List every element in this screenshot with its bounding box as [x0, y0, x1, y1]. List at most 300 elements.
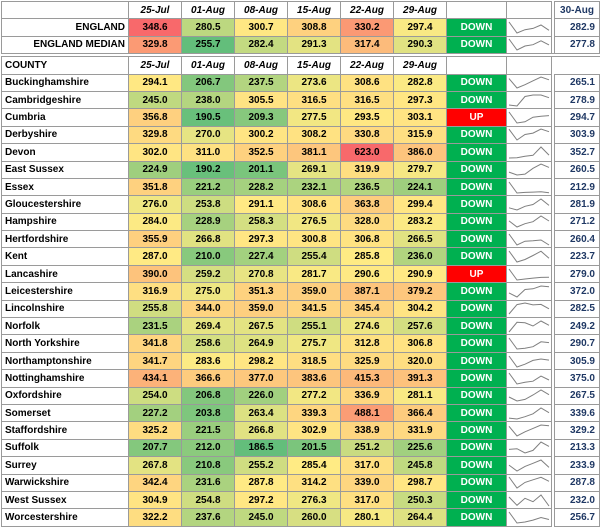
rate-cell: 281.7: [288, 265, 341, 282]
rate-cell: 206.7: [182, 74, 235, 91]
trend-badge: DOWN: [447, 178, 507, 195]
rate-cell: 308.2: [288, 126, 341, 143]
rate-cell: 266.8: [182, 231, 235, 248]
county-row: [2, 387, 600, 404]
latest-rate: 339.6: [555, 404, 600, 421]
trend-badge: DOWN: [447, 509, 507, 526]
sparkline-chart: [507, 180, 551, 195]
rate-cell: 186.5: [235, 439, 288, 456]
rate-cell: 379.2: [394, 283, 447, 300]
rates-table-body: [2, 2, 600, 527]
county-row: [2, 265, 600, 282]
rate-cell: 280.1: [341, 509, 394, 526]
rate-cell: 299.4: [394, 196, 447, 213]
latest-rate: 232.0: [555, 491, 600, 508]
rate-cell: 282.4: [235, 36, 288, 53]
rate-cell: 319.9: [341, 161, 394, 178]
rate-cell: 280.5: [182, 19, 235, 36]
rate-cell: 300.2: [235, 126, 288, 143]
rate-cell: 345.4: [341, 300, 394, 317]
trend-badge: DOWN: [447, 19, 507, 36]
latest-rate: 294.7: [555, 109, 600, 126]
sparkline-cell: [507, 265, 552, 282]
date-header: 01-Aug: [182, 57, 235, 74]
county-name: Hampshire: [2, 213, 129, 230]
rate-cell: 303.1: [394, 109, 447, 126]
trend-badge: DOWN: [447, 91, 507, 108]
county-name: Warwickshire: [2, 474, 129, 491]
rate-cell: 623.0: [341, 144, 394, 161]
last-date-header: 30-Aug: [555, 2, 600, 19]
county-row: [2, 231, 600, 248]
latest-rate: 233.9: [555, 457, 600, 474]
rate-cell: 275.0: [182, 283, 235, 300]
rate-cell: 305.5: [235, 91, 288, 108]
rates-table: [1, 1, 600, 527]
rate-cell: 201.5: [288, 439, 341, 456]
sparkline-chart: [507, 319, 551, 334]
county-name: Hertfordshire: [2, 231, 129, 248]
sparkline-chart: [507, 93, 551, 108]
rate-cell: 283.2: [394, 213, 447, 230]
sparkline-chart: [507, 371, 551, 386]
rate-cell: 228.9: [182, 213, 235, 230]
rate-cell: 277.5: [288, 109, 341, 126]
rate-cell: 312.8: [341, 335, 394, 352]
county-row: [2, 109, 600, 126]
county-row: [2, 491, 600, 508]
rate-cell: 291.3: [288, 36, 341, 53]
rate-cell: 387.1: [341, 283, 394, 300]
rate-cell: 209.3: [235, 109, 288, 126]
sparkline-chart: [507, 127, 551, 142]
county-row: [2, 300, 600, 317]
rate-cell: 236.0: [394, 248, 447, 265]
sparkline-cell: [507, 19, 552, 36]
rate-cell: 258.3: [235, 213, 288, 230]
sparkline-chart: [507, 75, 551, 90]
rate-cell: 306.8: [394, 335, 447, 352]
rate-cell: 255.1: [288, 318, 341, 335]
county-name: Lancashire: [2, 265, 129, 282]
county-name: Leicestershire: [2, 283, 129, 300]
sparkline-header: [507, 57, 552, 74]
rate-cell: 245.0: [129, 91, 182, 108]
rate-cell: 255.8: [129, 300, 182, 317]
rate-cell: 297.3: [235, 231, 288, 248]
rate-cell: 297.4: [394, 19, 447, 36]
rate-cell: 339.3: [288, 404, 341, 421]
rate-cell: 224.1: [394, 178, 447, 195]
rate-cell: 238.0: [182, 91, 235, 108]
rate-cell: 356.8: [129, 109, 182, 126]
trend-badge: DOWN: [447, 161, 507, 178]
sparkline-chart: [507, 145, 551, 160]
rate-cell: 269.1: [288, 161, 341, 178]
date-header: 29-Aug: [394, 2, 447, 19]
sparkline-chart: [507, 301, 551, 316]
rate-cell: 316.5: [341, 91, 394, 108]
date-header: 08-Aug: [235, 2, 288, 19]
county-column-header: COUNTY: [2, 57, 129, 74]
rate-cell: 317.0: [341, 491, 394, 508]
sparkline-cell: [507, 178, 552, 195]
sparkline-chart: [507, 493, 551, 508]
rate-cell: 351.8: [129, 178, 182, 195]
rate-cell: 304.2: [394, 300, 447, 317]
latest-rate: 372.0: [555, 283, 600, 300]
sparkline-chart: [507, 510, 551, 525]
rate-cell: 316.9: [129, 283, 182, 300]
date-header: 25-Jul: [129, 2, 182, 19]
county-row: [2, 352, 600, 369]
rate-cell: 363.8: [341, 196, 394, 213]
sparkline-cell: [507, 126, 552, 143]
rate-cell: 225.6: [394, 439, 447, 456]
sparkline-cell: [507, 248, 552, 265]
latest-rate: 290.7: [555, 335, 600, 352]
county-name: Cambridgeshire: [2, 91, 129, 108]
rate-cell: 221.2: [182, 178, 235, 195]
rate-cell: 329.8: [129, 126, 182, 143]
county-row: [2, 370, 600, 387]
county-row: [2, 474, 600, 491]
county-row: [2, 457, 600, 474]
date-header: 15-Aug: [288, 57, 341, 74]
sparkline-cell: [507, 91, 552, 108]
rate-cell: 245.0: [235, 509, 288, 526]
rate-cell: 257.6: [394, 318, 447, 335]
trend-badge: DOWN: [447, 126, 507, 143]
trend-badge: DOWN: [447, 36, 507, 53]
rate-cell: 259.2: [182, 265, 235, 282]
sparkline-chart: [507, 37, 551, 52]
county-row: [2, 439, 600, 456]
summary-name: ENGLAND: [2, 19, 129, 36]
county-row: [2, 196, 600, 213]
sparkline-cell: [507, 509, 552, 526]
county-row: [2, 422, 600, 439]
trend-badge: UP: [447, 109, 507, 126]
rate-cell: 315.9: [394, 126, 447, 143]
rate-cell: 342.4: [129, 474, 182, 491]
trend-header: [447, 57, 507, 74]
trend-badge: DOWN: [447, 404, 507, 421]
rate-cell: 276.3: [288, 491, 341, 508]
rate-cell: 314.2: [288, 474, 341, 491]
rate-cell: 210.8: [182, 457, 235, 474]
sparkline-cell: [507, 109, 552, 126]
county-name: East Sussex: [2, 161, 129, 178]
county-row: [2, 248, 600, 265]
county-name: Gloucestershire: [2, 196, 129, 213]
rate-cell: 237.6: [182, 509, 235, 526]
sparkline-cell: [507, 404, 552, 421]
rate-cell: 306.8: [341, 231, 394, 248]
latest-rate: 212.9: [555, 178, 600, 195]
rate-cell: 325.9: [341, 352, 394, 369]
rate-cell: 381.1: [288, 144, 341, 161]
summary-name: ENGLAND MEDIAN: [2, 36, 129, 53]
rate-cell: 415.3: [341, 370, 394, 387]
rate-cell: 304.9: [129, 491, 182, 508]
county-row: [2, 74, 600, 91]
rate-cell: 351.3: [235, 283, 288, 300]
latest-rate: 352.7: [555, 144, 600, 161]
county-row: [2, 404, 600, 421]
sparkline-chart: [507, 336, 551, 351]
latest-rate: 267.5: [555, 387, 600, 404]
latest-rate: 223.7: [555, 248, 600, 265]
rate-cell: 330.8: [341, 126, 394, 143]
trend-badge: DOWN: [447, 335, 507, 352]
rate-cell: 294.1: [129, 74, 182, 91]
rate-cell: 352.5: [235, 144, 288, 161]
rate-cell: 258.6: [182, 335, 235, 352]
rate-cell: 284.0: [129, 213, 182, 230]
rate-cell: 231.6: [182, 474, 235, 491]
rate-cell: 266.8: [235, 422, 288, 439]
rate-cell: 260.0: [288, 509, 341, 526]
trend-badge: DOWN: [447, 196, 507, 213]
rate-cell: 298.2: [235, 352, 288, 369]
date-header: 25-Jul: [129, 57, 182, 74]
rate-cell: 269.4: [182, 318, 235, 335]
sparkline-cell: [507, 300, 552, 317]
latest-rate: 277.8: [555, 36, 600, 53]
sparkline-chart: [507, 214, 551, 229]
trend-badge: DOWN: [447, 387, 507, 404]
sparkline-chart: [507, 440, 551, 455]
sparkline-cell: [507, 196, 552, 213]
latest-rate: 213.3: [555, 439, 600, 456]
sparkline-cell: [507, 161, 552, 178]
latest-rate: 329.2: [555, 422, 600, 439]
county-name: Derbyshire: [2, 126, 129, 143]
rate-cell: 325.2: [129, 422, 182, 439]
rate-cell: 287.0: [129, 248, 182, 265]
county-name: West Sussex: [2, 491, 129, 508]
rate-cell: 320.0: [394, 352, 447, 369]
sparkline-chart: [507, 406, 551, 421]
rate-cell: 383.6: [288, 370, 341, 387]
rate-cell: 339.0: [341, 474, 394, 491]
rate-cell: 308.8: [288, 19, 341, 36]
county-name: Nottinghamshire: [2, 370, 129, 387]
county-name: Norfolk: [2, 318, 129, 335]
county-name: Northamptonshire: [2, 352, 129, 369]
rate-cell: 302.0: [129, 144, 182, 161]
date-header: 15-Aug: [288, 2, 341, 19]
sparkline-cell: [507, 231, 552, 248]
county-name: Cumbria: [2, 109, 129, 126]
rate-cell: 317.4: [341, 36, 394, 53]
county-name: Essex: [2, 178, 129, 195]
trend-badge: DOWN: [447, 491, 507, 508]
rate-cell: 255.2: [235, 457, 288, 474]
header-row: [2, 2, 600, 19]
rate-cell: 285.8: [341, 248, 394, 265]
top-left-blank: [2, 2, 129, 19]
trend-badge: UP: [447, 265, 507, 282]
rate-cell: 264.9: [235, 335, 288, 352]
rate-cell: 282.8: [394, 74, 447, 91]
sparkline-chart: [507, 232, 551, 247]
sparkline-cell: [507, 144, 552, 161]
rate-cell: 318.5: [288, 352, 341, 369]
rate-cell: 344.0: [182, 300, 235, 317]
rate-cell: 297.3: [394, 91, 447, 108]
header-row: [2, 57, 600, 74]
date-header: 08-Aug: [235, 57, 288, 74]
rate-cell: 236.5: [341, 178, 394, 195]
trend-badge: DOWN: [447, 352, 507, 369]
sparkline-header: [507, 2, 552, 19]
rate-cell: 276.5: [288, 213, 341, 230]
rate-cell: 201.1: [235, 161, 288, 178]
latest-rate: 375.0: [555, 370, 600, 387]
latest-rate: 260.4: [555, 231, 600, 248]
rate-cell: 434.1: [129, 370, 182, 387]
sparkline-cell: [507, 335, 552, 352]
trend-badge: DOWN: [447, 248, 507, 265]
county-row: [2, 213, 600, 230]
rate-cell: 390.0: [129, 265, 182, 282]
sparkline-cell: [507, 318, 552, 335]
rate-cell: 308.6: [341, 74, 394, 91]
sparkline-chart: [507, 197, 551, 212]
rate-cell: 221.5: [182, 422, 235, 439]
rate-cell: 267.8: [129, 457, 182, 474]
sparkline-chart: [507, 20, 551, 35]
rate-cell: 224.9: [129, 161, 182, 178]
rate-cell: 355.9: [129, 231, 182, 248]
county-name: Lincolnshire: [2, 300, 129, 317]
sparkline-cell: [507, 457, 552, 474]
county-name: North Yorkshire: [2, 335, 129, 352]
sparkline-chart: [507, 475, 551, 490]
sparkline-cell: [507, 36, 552, 53]
rate-cell: 283.6: [182, 352, 235, 369]
sparkline-chart: [507, 267, 551, 282]
rate-cell: 264.4: [394, 509, 447, 526]
sparkline-chart: [507, 458, 551, 473]
rate-cell: 359.0: [288, 283, 341, 300]
rate-cell: 317.0: [341, 457, 394, 474]
rate-cell: 226.0: [235, 387, 288, 404]
latest-rate: 279.0: [555, 265, 600, 282]
county-name: Worcestershire: [2, 509, 129, 526]
county-name: Surrey: [2, 457, 129, 474]
county-row: [2, 91, 600, 108]
rate-cell: 251.2: [341, 439, 394, 456]
county-name: Devon: [2, 144, 129, 161]
rate-cell: 391.3: [394, 370, 447, 387]
rate-cell: 322.2: [129, 509, 182, 526]
rate-cell: 250.3: [394, 491, 447, 508]
rate-cell: 253.8: [182, 196, 235, 213]
rate-cell: 285.4: [288, 457, 341, 474]
sparkline-cell: [507, 370, 552, 387]
rate-cell: 245.8: [394, 457, 447, 474]
rate-cell: 237.5: [235, 74, 288, 91]
rate-cell: 207.7: [129, 439, 182, 456]
rate-cell: 227.2: [129, 404, 182, 421]
rate-cell: 300.8: [288, 231, 341, 248]
rate-cell: 290.6: [341, 265, 394, 282]
date-header: 29-Aug: [394, 57, 447, 74]
rate-cell: 254.8: [182, 491, 235, 508]
sparkline-chart: [507, 423, 551, 438]
date-header: 01-Aug: [182, 2, 235, 19]
rate-cell: 366.4: [394, 404, 447, 421]
sparkline-cell: [507, 352, 552, 369]
rate-cell: 366.6: [182, 370, 235, 387]
county-row: [2, 283, 600, 300]
sparkline-chart: [507, 284, 551, 299]
sparkline-cell: [507, 74, 552, 91]
sparkline-chart: [507, 162, 551, 177]
trend-badge: DOWN: [447, 144, 507, 161]
latest-rate: 278.9: [555, 91, 600, 108]
latest-rate: 281.9: [555, 196, 600, 213]
rate-cell: 287.8: [235, 474, 288, 491]
rate-cell: 297.2: [235, 491, 288, 508]
rate-cell: 255.4: [288, 248, 341, 265]
sparkline-cell: [507, 439, 552, 456]
sparkline-cell: [507, 422, 552, 439]
rate-cell: 228.2: [235, 178, 288, 195]
county-name: Buckinghamshire: [2, 74, 129, 91]
county-row: [2, 126, 600, 143]
latest-rate: 249.2: [555, 318, 600, 335]
trend-badge: DOWN: [447, 231, 507, 248]
county-name: Staffordshire: [2, 422, 129, 439]
rate-cell: 276.0: [129, 196, 182, 213]
trend-badge: DOWN: [447, 474, 507, 491]
rate-cell: 359.0: [235, 300, 288, 317]
latest-rate: 287.8: [555, 474, 600, 491]
rate-cell: 341.5: [288, 300, 341, 317]
latest-rate: 265.1: [555, 74, 600, 91]
rate-cell: 341.7: [129, 352, 182, 369]
rate-cell: 488.1: [341, 404, 394, 421]
county-row: [2, 144, 600, 161]
trend-badge: DOWN: [447, 422, 507, 439]
rate-cell: 338.9: [341, 422, 394, 439]
latest-rate: 282.5: [555, 300, 600, 317]
rate-cell: 277.2: [288, 387, 341, 404]
rate-cell: 190.2: [182, 161, 235, 178]
rate-cell: 330.2: [341, 19, 394, 36]
rate-cell: 190.5: [182, 109, 235, 126]
county-name: Suffolk: [2, 439, 129, 456]
trend-badge: DOWN: [447, 457, 507, 474]
trend-badge: DOWN: [447, 300, 507, 317]
rate-cell: 263.4: [235, 404, 288, 421]
county-row: [2, 318, 600, 335]
rate-cell: 232.1: [288, 178, 341, 195]
rate-cell: 275.7: [288, 335, 341, 352]
rate-cell: 298.7: [394, 474, 447, 491]
rate-cell: 267.5: [235, 318, 288, 335]
rate-cell: 254.0: [129, 387, 182, 404]
rate-cell: 273.6: [288, 74, 341, 91]
rate-cell: 270.0: [182, 126, 235, 143]
trend-badge: DOWN: [447, 318, 507, 335]
rate-cell: 290.3: [394, 36, 447, 53]
trend-badge: DOWN: [447, 370, 507, 387]
